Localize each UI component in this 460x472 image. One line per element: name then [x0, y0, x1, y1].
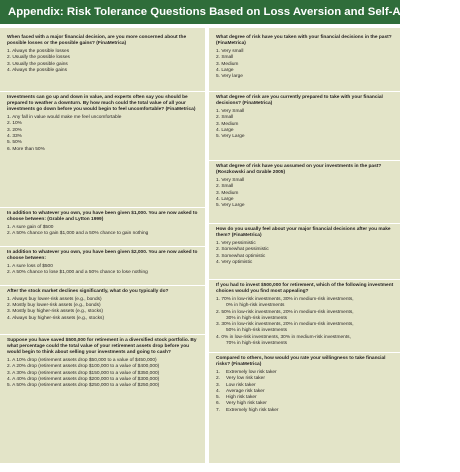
answer-option: 3. Medium: [216, 121, 239, 127]
answer-option: 2. Small: [216, 115, 234, 121]
question-title: Investments can go up and down in value, and experts often say you should be prepared to weather a downturn. By how much could the total value of all your investments go down before you would begin to feel uncomfortable? (FinaMetrica): [7, 95, 196, 113]
question-card: [0, 207, 205, 245]
question-card: [0, 334, 205, 454]
answer-option: 2. Small: [216, 184, 234, 190]
right-panel: [209, 28, 400, 463]
answer-option-continuation: 70% in high-risk investments: [226, 340, 288, 346]
left-panel: [0, 28, 205, 463]
answer-option: 2. A 50% chance to lose $1,000 and a 50% chance to lose nothing: [7, 270, 148, 276]
answer-option: 3. Somewhat optimistic: [216, 253, 266, 259]
question-card: [209, 352, 400, 472]
option-label: Average risk taker: [226, 388, 265, 394]
answer-option: 4. 33%: [7, 134, 22, 139]
answer-option: 1. Very small: [216, 48, 244, 54]
question-title: Suppose you have saved $500,000 for retirement in a diversified stock portfolio. By what percentage could the total value of your retirement assets drop before you would begin to think about selling your investments and going to cash?: [7, 338, 197, 356]
question-card: [209, 160, 400, 222]
answer-option: 2. Small: [216, 55, 234, 61]
answer-option: 4. A 40% drop (retirement assets drop $200,000 to a value of $300,000): [7, 377, 160, 382]
answer-option: 4. 0% in low-risk investments, 30% in medium-risk investments,: [216, 334, 351, 340]
answer-option: 1. Always buy lower-risk assets (e.g., bonds): [7, 296, 102, 302]
answer-option: 2. Usually the possible losses: [7, 55, 70, 61]
question-card: [0, 285, 205, 333]
question-title: In addition to whatever you own, you have been given $1,000. You are now asked to choose between: (Grable and Lytton 1999): [7, 211, 198, 223]
question-card: [209, 91, 400, 159]
answer-option: 3. Usually the possible gains: [7, 61, 68, 67]
option-label: High risk taker: [226, 395, 257, 401]
answer-option: 3. Medium: [216, 61, 239, 67]
question-card: [209, 32, 400, 90]
answer-option: 5. Very large: [216, 74, 243, 80]
answer-option: 5. Very Large: [216, 134, 245, 140]
option-number: 7.: [216, 407, 221, 413]
answer-option: 2. Somewhat pessimistic: [216, 247, 269, 253]
answer-option: 1. 70% in low-risk investments, 30% in medium-risk investments,: [216, 296, 354, 302]
option-number: 5.: [216, 395, 221, 401]
answer-option-continuation: 0% in high-risk investments: [226, 303, 285, 309]
question-title: If you had to invest $500,000 for retirement, which of the following investment choices would you find most appealing?: [216, 283, 394, 295]
option-label: Very high risk taker: [226, 401, 267, 407]
question-title: After the stock market declines significantly, what do you typically do?: [7, 289, 169, 294]
answer-option: [216, 408, 397, 414]
answer-option: 4. Large: [216, 67, 234, 73]
option-label: Extremely low risk taker: [226, 369, 277, 375]
answer-option: 4. Very optimistic: [216, 259, 253, 265]
answer-option: 1. A 10% drop (retirement assets drop $50,000 to a value of $450,000): [7, 358, 157, 364]
question-card: [0, 91, 205, 206]
answer-option: 1. Any fall in value would make me feel uncomfortable: [7, 115, 122, 121]
option-number: 2.: [216, 376, 221, 382]
option-label: Extremely high risk taker: [226, 407, 279, 413]
answer-option: 1. Always the possible losses: [7, 48, 70, 54]
answer-option: 4. Large: [216, 196, 234, 202]
answer-option: 1. Very Small: [216, 108, 245, 114]
answer-option: 2. Mostly buy lower-risk assets (e.g., bonds): [7, 303, 101, 308]
answer-option: 2. A 50% chance to gain $1,000 and a 50% chance to gain nothing: [7, 231, 149, 237]
answer-option: 1. A sure loss of $500: [7, 263, 53, 269]
question-title: What degree of risk are you currently prepared to take with your financial decisions? (FinaMetrica): [216, 95, 383, 107]
question-title: What degree of risk have you assumed on your investments in the past? (Roszkowski and Grable 2005): [216, 164, 382, 176]
answer-option: 3. 30% in low-risk investments, 20% in medium-risk investments,: [216, 322, 354, 328]
page-title: Appendix: Risk Tolerance Questions Based on Loss Aversion and Self-Assessment: [0, 0, 400, 24]
answer-option: 3. 20%: [7, 127, 22, 133]
question-card: [0, 32, 205, 90]
answer-option: 5. Very Large: [216, 203, 245, 209]
answer-option: 4. Large: [216, 127, 234, 133]
option-number: 4.: [216, 388, 221, 394]
question-card: [209, 279, 400, 351]
answer-option: 1. A sure gain of $500: [7, 224, 54, 230]
answer-option: 4. Always the possible gains: [7, 67, 67, 73]
question-title: In addition to whatever you own, you have been given $2,000. You are now asked to choose between:: [7, 250, 198, 262]
answer-option: 3. A 30% drop (retirement assets drop $150,000 to a value of $350,000): [7, 370, 160, 376]
question-card: [209, 223, 400, 278]
answer-option: 2. 10%: [7, 121, 22, 127]
answer-option: 3. Mostly buy higher-risk assets (e.g., stocks): [7, 309, 103, 315]
option-number: 3.: [216, 382, 221, 388]
answer-option: 2. A 20% drop (retirement assets drop $100,000 to a value of $400,000): [7, 364, 160, 370]
question-title: When faced with a major financial decision, are you more concerned about the possible losses or the possible gains? (FinaMetrica): [7, 35, 187, 47]
question-card: [0, 246, 205, 284]
answer-option: 3. Medium: [216, 190, 239, 196]
answer-option: 5. A 50% drop (retirement assets drop $250,000 to a value of $250,000): [7, 383, 160, 389]
answer-option-continuation: 30% in high-risk investments: [226, 315, 288, 321]
option-number: 1.: [216, 369, 221, 375]
answer-option: 4. Always buy higher-risk assets (e.g., stocks): [7, 315, 105, 321]
question-title: What degree of risk have you taken with your financial decisions in the past? (FinaMetrica): [216, 35, 392, 47]
option-label: Low risk taker: [226, 382, 256, 388]
answer-option: 6. More than 50%: [7, 146, 45, 152]
answer-option: 5. 50%: [7, 140, 22, 146]
answer-option: 2. 50% in low-risk investments, 20% in medium-risk investments,: [216, 309, 354, 315]
question-title: How do you usually feel about your major financial decisions after you make them? (FinaMetrica): [216, 227, 391, 239]
option-label: Very low risk taker: [226, 376, 265, 382]
answer-option-continuation: 50% in high-risk investments: [226, 328, 288, 334]
answer-option: 1. Very Small: [216, 177, 245, 183]
question-title: Compared to others, how would you rate your willingness to take financial risks? (FinaMetrica): [216, 356, 386, 368]
answer-option: 1. Very pessimistic: [216, 240, 256, 246]
option-number: 6.: [216, 401, 221, 407]
